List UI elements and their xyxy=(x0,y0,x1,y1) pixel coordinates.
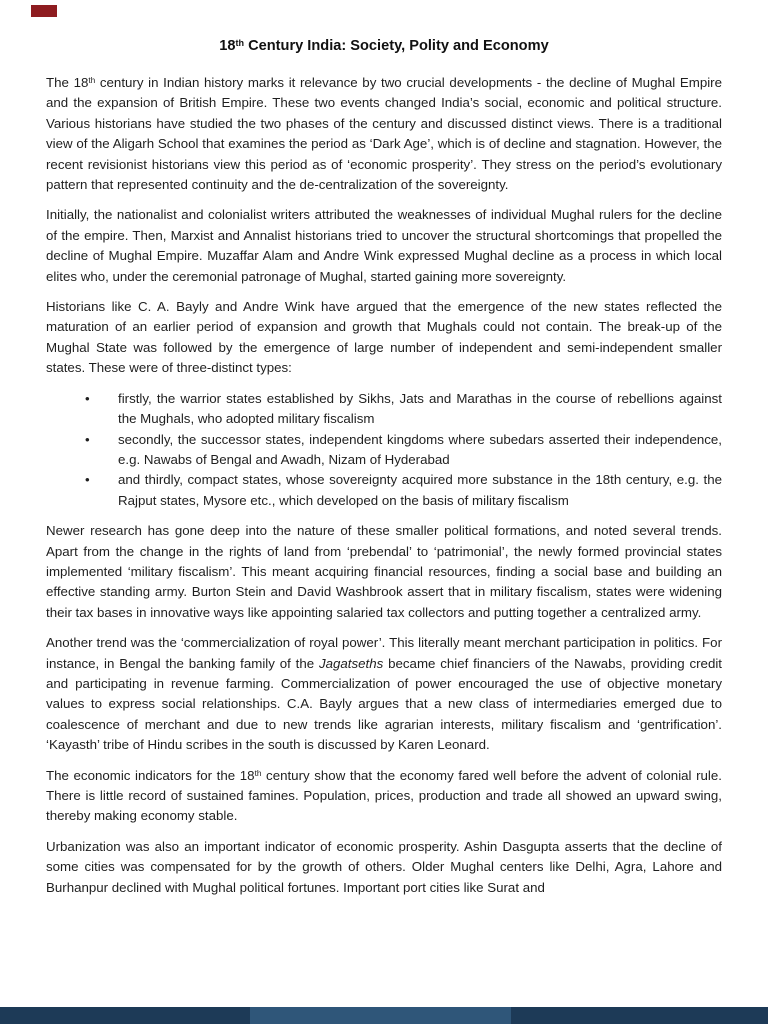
italic-text: Jagatseths xyxy=(318,655,384,671)
viewer-footer-bar xyxy=(0,1007,768,1024)
viewer-footer-toolbar-segment[interactable] xyxy=(250,1007,511,1024)
text-run: century in Indian history marks it relevance by two crucial developments - the decline of Mughal Empire and the expansion of British Empire. These two events changed India’s social, economic and political structure. Various historians have studied the two phases of the century and discussed distinct views. There is a traditional view of the Aligarh School that examines the period as ‘Dark Age’, which is of decline and stagnation. However, the recent revisionist historians view this period as of ‘economic prosperity’. They stress on the period’s evolutionary pattern that represented continuity and the de-centralization of the sovereignty. xyxy=(46,75,722,193)
list-item-text xyxy=(118,432,722,467)
text-run: century show that the economy fared well before the advent of colonial rule. There is little record of sustained famines. Population, prices, production and trade all showed an upward swing, thereby making economy stable. xyxy=(46,767,722,824)
text-run: Another trend was the ‘commercialization of royal power’. This literally meant merchant participation in politics. For instance, in Bengal the banking family of the xyxy=(46,635,722,671)
viewer-logo-fragment[interactable] xyxy=(31,5,57,17)
paragraph xyxy=(46,205,722,287)
text-run: became chief financiers of the Nawabs, providing credit and participating in revenue farming. Commercialization of power encouraged the use of objective monetary values to express social relationships. C.A. Bayly argues that a new class of intermediaries emerged due to coalescence of merchant and due to new trends like agrarian interests, military fiscalism and ‘gentrification’. ‘Kayasth’ tribe of Hindu scribes in the south is discussed by Karen Leonard. xyxy=(46,655,722,753)
text-run: secondly, the successor states, independent kingdoms where subedars asserted their independence, e.g. Nawabs of Bengal and Awadh, Nizam of Hyderabad xyxy=(118,431,722,467)
text-run: and thirdly, compact states, whose sovereignty acquired more substance in the 18th century, e.g. the Rajput states, Mysore etc., which developed on the basis of military fiscalism xyxy=(118,472,722,508)
document-body xyxy=(46,73,722,898)
text-run: The economic indicators for the 18 xyxy=(46,767,255,783)
paragraph xyxy=(46,837,722,898)
text-run: Urbanization was also an important indicator of economic prosperity. Ashin Dasgupta asserts that the decline of some cities was compensated for by the growth of others. Older Mughal centers like Delhi, Agra, Lahore and Burhanpur declined with Mughal political fortunes. Important port cities like Surat and xyxy=(46,838,722,895)
text-run: Century India: Society, Polity and Economy xyxy=(244,38,549,54)
paragraph xyxy=(46,766,722,827)
bullet-list xyxy=(46,389,722,511)
bullet-icon: • xyxy=(85,390,90,406)
paragraph xyxy=(46,73,722,195)
superscript-text: th xyxy=(235,37,245,48)
bullet-icon: • xyxy=(85,472,90,488)
list-item-text xyxy=(118,472,722,507)
list-item xyxy=(46,470,722,511)
paragraph xyxy=(46,633,722,755)
superscript-text: th xyxy=(254,768,262,778)
text-run: firstly, the warrior states established by Sikhs, Jats and Marathas in the course of rebellions against the Mughals, who adopted military fiscalism xyxy=(118,390,722,427)
page-title xyxy=(46,36,722,56)
text-run: Initially, the nationalist and colonialist writers attributed the weaknesses of individual Mughal rulers for the decline of the empire. Then, Marxist and Annalist historians tried to uncover the structural shortcomings that propelled the decline of Mughal Empire. Muzaffar Alam and Andre Wink expressed Mughal decline as a process in which local elites who, under the ceremonial patronage of Mughal, started gaining more sovereignty. xyxy=(46,207,722,284)
list-item-text xyxy=(118,391,722,426)
bullet-icon: • xyxy=(85,431,90,447)
paragraph xyxy=(46,297,722,379)
text-run: The 18 xyxy=(46,75,89,90)
paragraph xyxy=(46,521,722,623)
superscript-text: th xyxy=(88,76,96,86)
list-item xyxy=(46,389,722,430)
text-run: 18 xyxy=(219,38,236,54)
text-run: Historians like C. A. Bayly and Andre Wink have argued that the emergence of the new states reflected the maturation of an earlier period of expansion and growth that Mughals could not contain. The break-up of the Mughal State was followed by the emergence of large number of independent and semi-independent smaller states. These were of three-distinct types: xyxy=(46,299,722,376)
list-item xyxy=(46,430,722,471)
text-run: Newer research has gone deep into the nature of these smaller political formations, and noted several trends. Apart from the change in the rights of land from ‘prebendal’ to ‘patrimonial’, the newly formed provincial states implemented ‘military fiscalism’. This meant acquiring financial resources, finding a social base and building an effective standing army. Burton Stein and David Washbrook assert that in military fiscalism, states were widening their tax bases in innovative ways like appointing salaried tax collectors and putting together a centralized army. xyxy=(46,523,722,620)
